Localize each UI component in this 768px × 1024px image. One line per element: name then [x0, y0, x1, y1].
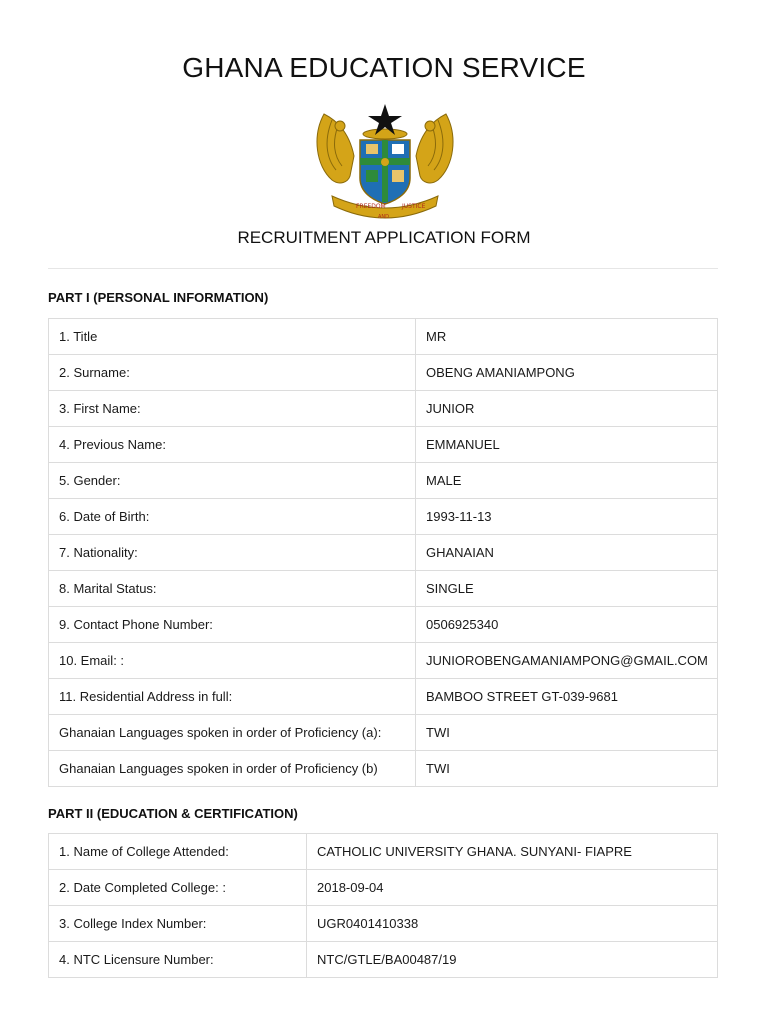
- field-value-address: BAMBOO STREET GT-039-9681: [416, 679, 718, 715]
- field-label-nationality: 7. Nationality:: [49, 535, 416, 571]
- table-row: [49, 679, 718, 715]
- field-label-index-number: 3. College Index Number:: [49, 906, 307, 942]
- field-label-surname: 2. Surname:: [49, 355, 416, 391]
- table-row: [49, 319, 718, 355]
- field-value-first-name: JUNIOR: [416, 391, 718, 427]
- field-label-previous-name: 4. Previous Name:: [49, 427, 416, 463]
- field-value-surname: OBENG AMANIAMPONG: [416, 355, 718, 391]
- field-value-previous-name: EMMANUEL: [416, 427, 718, 463]
- field-value-language-a: TWI: [416, 715, 718, 751]
- table-row: [49, 870, 718, 906]
- field-label-first-name: 3. First Name:: [49, 391, 416, 427]
- table-row: [49, 607, 718, 643]
- field-value-title: MR: [416, 319, 718, 355]
- table-row: [49, 834, 718, 870]
- field-label-email: 10. Email: :: [49, 643, 416, 679]
- part1-heading: PART I (PERSONAL INFORMATION): [48, 290, 269, 305]
- field-label-language-a: Ghanaian Languages spoken in order of Proficiency (a):: [49, 715, 416, 751]
- field-label-marital-status: 8. Marital Status:: [49, 571, 416, 607]
- form-title: RECRUITMENT APPLICATION FORM: [237, 228, 531, 247]
- field-value-nationality: GHANAIAN: [416, 535, 718, 571]
- field-value-marital-status: SINGLE: [416, 571, 718, 607]
- field-label-gender: 5. Gender:: [49, 463, 416, 499]
- crest-motto-middle: AND: [378, 214, 390, 220]
- table-row: [49, 391, 718, 427]
- field-value-date-of-birth: 1993-11-13: [416, 499, 718, 535]
- table-row: [49, 499, 718, 535]
- crest-motto-right: JUSTICE: [402, 203, 426, 210]
- field-label-date-completed: 2. Date Completed College: :: [49, 870, 307, 906]
- organization-title: GHANA EDUCATION SERVICE: [182, 52, 586, 83]
- table-row: [49, 751, 718, 787]
- field-label-title: 1. Title: [49, 319, 416, 355]
- field-value-date-completed: 2018-09-04: [307, 870, 718, 906]
- field-value-gender: MALE: [416, 463, 718, 499]
- table-row: [49, 535, 718, 571]
- table-row: [49, 427, 718, 463]
- education-certification-table: [48, 833, 718, 978]
- field-label-phone: 9. Contact Phone Number:: [49, 607, 416, 643]
- field-label-address: 11. Residential Address in full:: [49, 679, 416, 715]
- field-value-email: JUNIOROBENGAMANIAMPONG@GMAIL.COM: [416, 643, 718, 679]
- part2-heading: PART II (EDUCATION & CERTIFICATION): [48, 806, 298, 821]
- field-value-language-b: TWI: [416, 751, 718, 787]
- table-row: [49, 463, 718, 499]
- personal-information-table: [48, 318, 718, 787]
- ghana-coat-of-arms-icon: [310, 96, 460, 222]
- table-row: [49, 643, 718, 679]
- table-row: [49, 942, 718, 978]
- field-value-phone: 0506925340: [416, 607, 718, 643]
- table-row: [49, 571, 718, 607]
- field-value-ntc-licensure: NTC/GTLE/BA00487/19: [307, 942, 718, 978]
- header-divider: [48, 268, 718, 269]
- field-label-date-of-birth: 6. Date of Birth:: [49, 499, 416, 535]
- field-value-college: CATHOLIC UNIVERSITY GHANA. SUNYANI- FIAPRE: [307, 834, 718, 870]
- field-label-college: 1. Name of College Attended:: [49, 834, 307, 870]
- table-row: [49, 715, 718, 751]
- field-value-index-number: UGR0401410338: [307, 906, 718, 942]
- field-label-language-b: Ghanaian Languages spoken in order of Proficiency (b): [49, 751, 416, 787]
- crest-motto-left: FREEDOM: [356, 203, 386, 210]
- field-label-ntc-licensure: 4. NTC Licensure Number:: [49, 942, 307, 978]
- table-row: [49, 906, 718, 942]
- table-row: [49, 355, 718, 391]
